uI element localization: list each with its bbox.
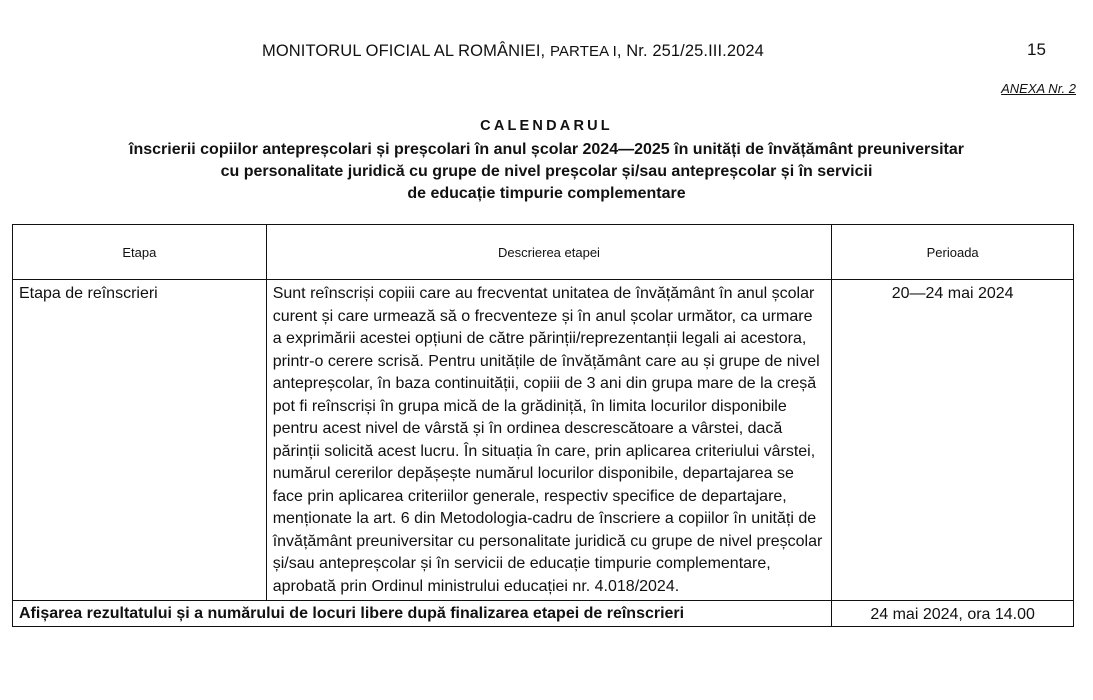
cell-perioada: 24 mai 2024, ora 14.00 xyxy=(832,601,1074,627)
calendar-subtitle xyxy=(0,139,1093,205)
column-header-perioada: Perioada xyxy=(832,225,1074,280)
header-title-partea: PARTEA I xyxy=(549,43,617,60)
header-title-rest: , Nr. 251/25.III.2024 xyxy=(616,42,764,60)
subtitle-line: înscrierii copiilor antepreșcolari și preșcolari în anul școlar 2024—2025 în unități de învățământ preuniversitar xyxy=(129,141,964,158)
calendar-title: CALENDARUL xyxy=(480,118,613,134)
cell-etapa: Etapa de reînscrieri xyxy=(13,280,267,601)
table-row xyxy=(13,601,1074,627)
subtitle-line: de educație timpurie complementare xyxy=(407,185,686,202)
cell-etapa-merged: Afișarea rezultatului și a numărului de locuri libere după finalizarea etapei de reînscrieri xyxy=(13,601,832,627)
column-header-etapa: Etapa xyxy=(13,225,267,280)
cell-perioada: 20—24 mai 2024 xyxy=(832,280,1074,601)
page-number: 15 xyxy=(1027,40,1046,59)
table-row xyxy=(13,280,1074,601)
column-header-descriere: Descrierea etapei xyxy=(266,225,832,280)
header-title-main: MONITORUL OFICIAL AL ROMÂNIEI, xyxy=(262,42,550,60)
subtitle-line: cu personalitate juridică cu grupe de nivel preșcolar și/sau antepreșcolar și în servicii xyxy=(220,163,873,180)
publication-header xyxy=(262,42,764,61)
calendar-table xyxy=(12,224,1074,627)
table-header-row xyxy=(13,225,1074,280)
annex-label: ANEXA Nr. 2 xyxy=(1001,81,1076,96)
cell-descriere: Sunt reînscriși copiii care au frecventat unitatea de învățământ în anul școlar curent și care urmează să o frecventeze și în anul școlar următor, ca urmare a exprimării acestei opțiuni de către părinții/reprezentanții legali ai acestora, printr-o cerere scrisă. Pentru unitățile de învățământ care au și grupe de nivel antepreșcolar, în baza continuității, copiii de 3 ani din grupa mare de la creșă pot fi reînscriși în grupa mică de la grădiniță, în limita locurilor disponibile pentru acest nivel de vârstă și în ordinea descrescătoare a vârstei, dacă părinții solicită acest lucru. În situația în care, prin aplicarea criteriului vârstei, numărul cererilor depășește numărul locurilor disponibile, departajarea se face prin aplicarea criteriilor generale, respectiv specifice de departajare, menționate la art. 6 din Metodologia-cadru de înscriere a copiilor în unități de învățământ preuniversitar cu personalitate juridică cu grupe de nivel preșcolar și/sau antepreșcolar și în servicii de educație timpurie complementare, aprobată prin Ordinul ministrului educației nr. 4.018/2024. xyxy=(266,280,832,601)
